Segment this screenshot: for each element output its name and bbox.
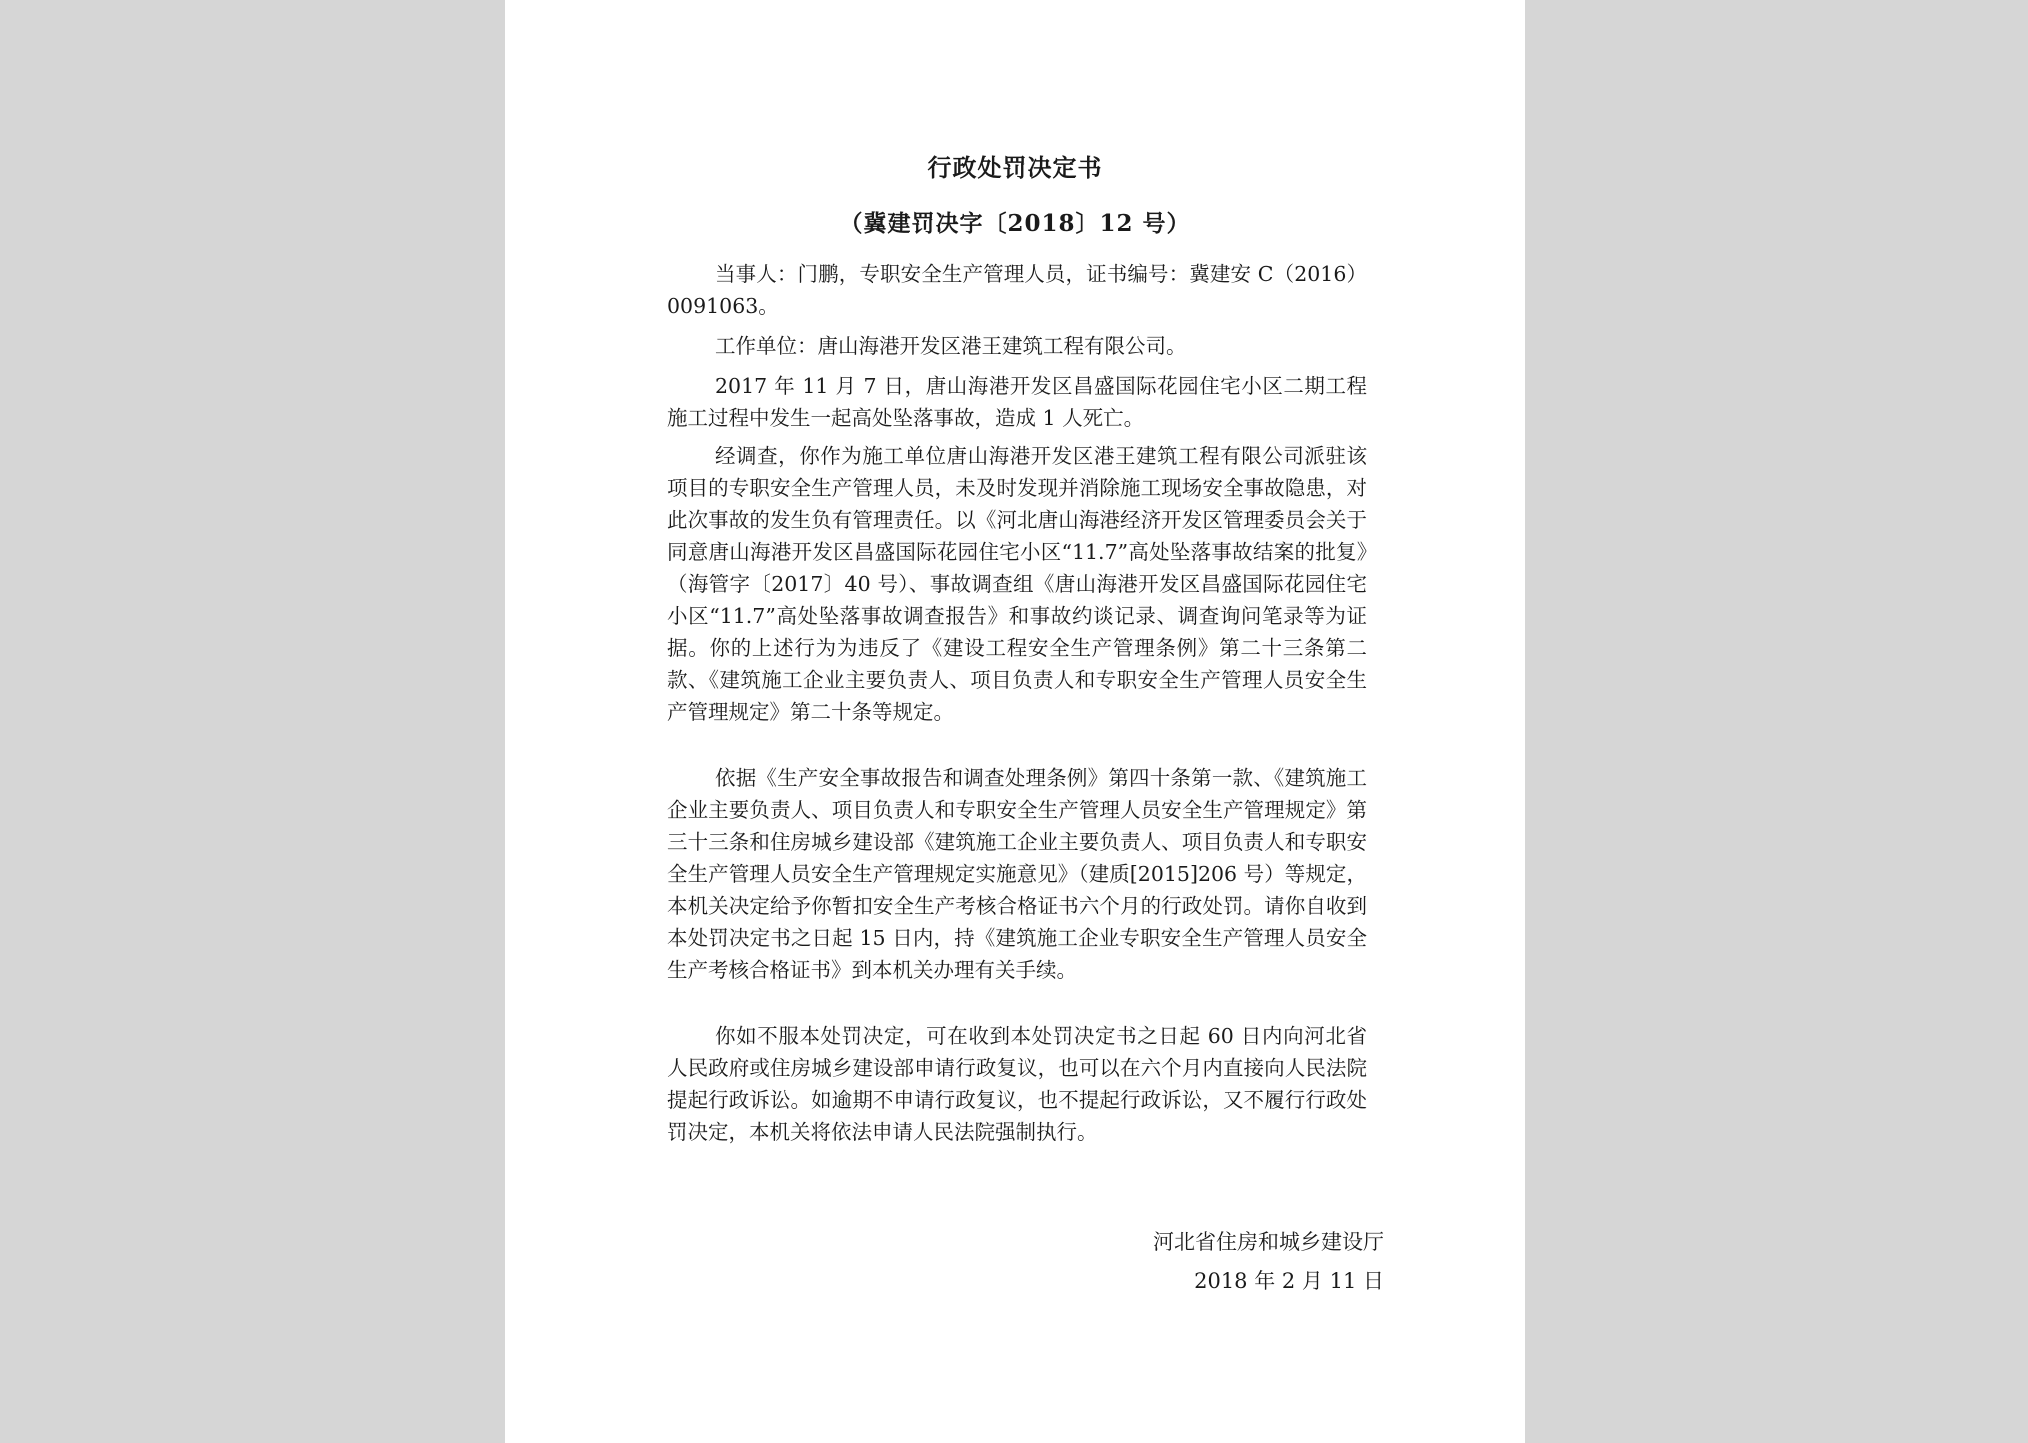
issue-date: 2018 年 2 月 11 日 [1194,1269,1384,1293]
paragraph-investigation: 经调查，你作为施工单位唐山海港开发区港王建筑工程有限公司派驻该项目的专职安全生产管理人员，未及时发现并消除施工现场安全事故隐患，对此次事故的发生负有管理责任。以《河北唐山海港经济开发区管理委员会关于同意唐山海港开发区昌盛国际花园住宅小区“11.7”高处坠落事故结案的批复》（海管字〔2017〕40 号）、事故调查组《唐山海港开发区昌盛国际花园住宅小区“11.7”高处坠落事故调查报告》和事故约谈记录、调查询问笔录等为证据。你的上述行为为违反了《建设工程安全生产管理条例》第二十三条第二款、《建筑施工企业主要负责人、项目负责人和专职安全生产管理人员安全生产管理规定》第二十条等规定。 [667,444,1367,724]
document-page [505,0,1525,1443]
paragraph-appeal: 你如不服本处罚决定，可在收到本处罚决定书之日起 60 日内向河北省人民政府或住房城乡建设部申请行政复议，也可以在六个月内直接向人民法院提起行政诉讼。如逾期不申请行政复议，也不提起行政诉讼，又不履行行政处罚决定，本机关将依法申请人民法院强制执行。 [667,1024,1367,1144]
document-title: 行政处罚决定书 [927,153,1103,182]
issuer-name: 河北省住房和城乡建设厅 [1153,1230,1384,1254]
paragraph-decision: 依据《生产安全事故报告和调查处理条例》第四十条第一款、《建筑施工企业主要负责人、项目负责人和专职安全生产管理人员安全生产管理规定》第三十三条和住房城乡建设部《建筑施工企业主要负责人、项目负责人和专职安全生产管理人员安全生产管理规定实施意见》（建质[2015]206 号）等规定，本机关决定给予你暂扣安全生产考核合格证书六个月的行政处罚。请你自收到本处罚决定书之日起 15 日内，持《建筑施工企业专职安全生产管理人员安全生产考核合格证书》到本机关办理有关手续。 [667,766,1367,982]
paragraph-employer: 工作单位：唐山海港开发区港王建筑工程有限公司。 [715,334,1187,358]
paragraph-party: 当事人：门鹏，专职安全生产管理人员，证书编号：冀建安 C（2016）0091063。 [667,262,1367,318]
paragraph-incident: 2017 年 11 月 7 日，唐山海港开发区昌盛国际花园住宅小区二期工程施工过程中发生一起高处坠落事故，造成 1 人死亡。 [667,374,1367,430]
document-number: （冀建罚决字〔2018〕12 号） [839,210,1191,237]
